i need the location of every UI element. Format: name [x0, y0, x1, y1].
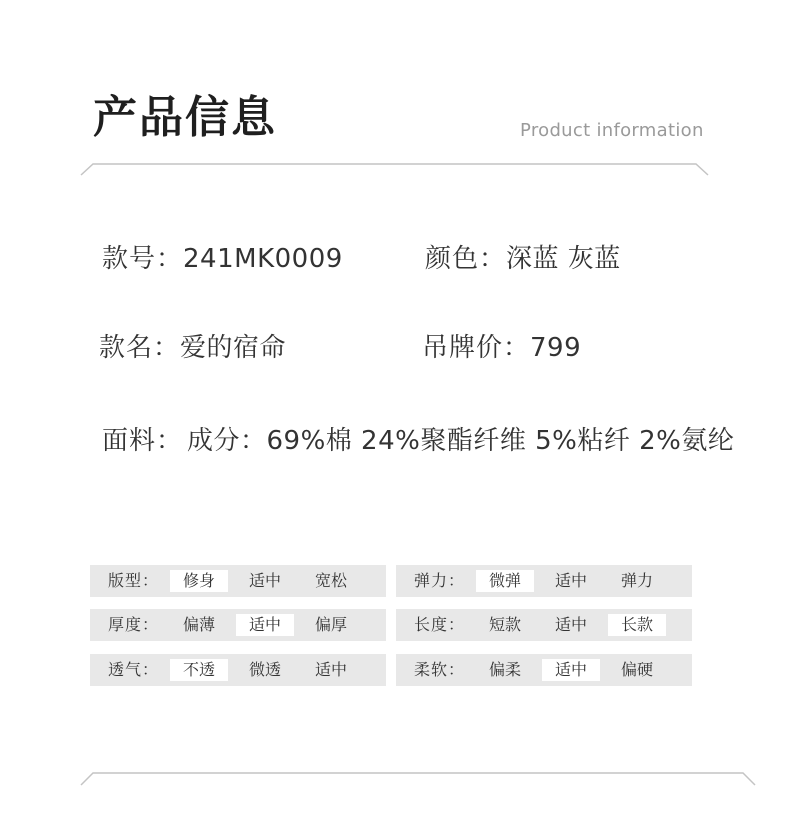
attr-fit-option: 修身: [170, 570, 228, 592]
attr-elasticity: [396, 565, 692, 597]
fabric-label: 面料：: [102, 426, 184, 456]
attr-fit-option: 适中: [248, 571, 281, 590]
attr-softness: [396, 654, 692, 686]
attr-length-option: 适中: [554, 615, 587, 634]
attr-length-option: 短款: [488, 615, 521, 634]
color-row: [425, 241, 621, 277]
color-value: 深蓝 灰蓝: [506, 244, 621, 274]
attr-length-label: 长度：: [414, 615, 466, 634]
top-divider: [0, 160, 790, 190]
attr-elasticity-option: 适中: [554, 571, 587, 590]
attr-thickness: [90, 609, 386, 641]
style-number-row: [102, 241, 343, 277]
page-title: 产品信息: [93, 92, 277, 143]
attr-elasticity-label: 弹力：: [414, 571, 466, 590]
attr-thickness-label: 厚度：: [108, 615, 160, 634]
attr-fit-label: 版型：: [108, 571, 160, 590]
attr-softness-option: 偏硬: [620, 660, 653, 679]
attr-fit: [90, 565, 386, 597]
tag-price-label: 吊牌价：: [422, 333, 531, 363]
attr-breathability-option: 不透: [170, 659, 228, 681]
attr-thickness-option: 偏薄: [182, 615, 215, 634]
style-number-label: 款号：: [102, 244, 184, 274]
attr-length-option: 长款: [608, 614, 666, 636]
fabric-value: 成分：69%棉 24%聚酯纤维 5%粘纤 2%氨纶: [187, 426, 735, 456]
attr-elasticity-option: 弹力: [620, 571, 653, 590]
attr-breathability-option: 微透: [248, 660, 281, 679]
tag-price-row: [422, 330, 581, 366]
tag-price-value: 799: [530, 333, 582, 363]
style-number-value: 241MK0009: [183, 244, 343, 274]
attr-softness-option: 偏柔: [488, 660, 521, 679]
attr-softness-option: 适中: [542, 659, 600, 681]
style-name-row: [99, 330, 286, 366]
attr-breathability: [90, 654, 386, 686]
style-name-label: 款名：: [99, 333, 181, 363]
attr-thickness-option: 适中: [236, 614, 294, 636]
fabric-row: [102, 420, 742, 462]
bottom-divider: [0, 768, 790, 798]
attr-length: [396, 609, 692, 641]
color-label: 颜色：: [425, 244, 507, 274]
style-name-value: 爱的宿命: [180, 333, 287, 363]
attr-breathability-option: 适中: [314, 660, 347, 679]
attr-softness-label: 柔软：: [414, 660, 466, 679]
attr-fit-option: 宽松: [314, 571, 347, 590]
page-subtitle: Product information: [520, 120, 704, 141]
attr-breathability-label: 透气：: [108, 660, 160, 679]
attr-elasticity-option: 微弹: [476, 570, 534, 592]
attr-thickness-option: 偏厚: [314, 615, 347, 634]
